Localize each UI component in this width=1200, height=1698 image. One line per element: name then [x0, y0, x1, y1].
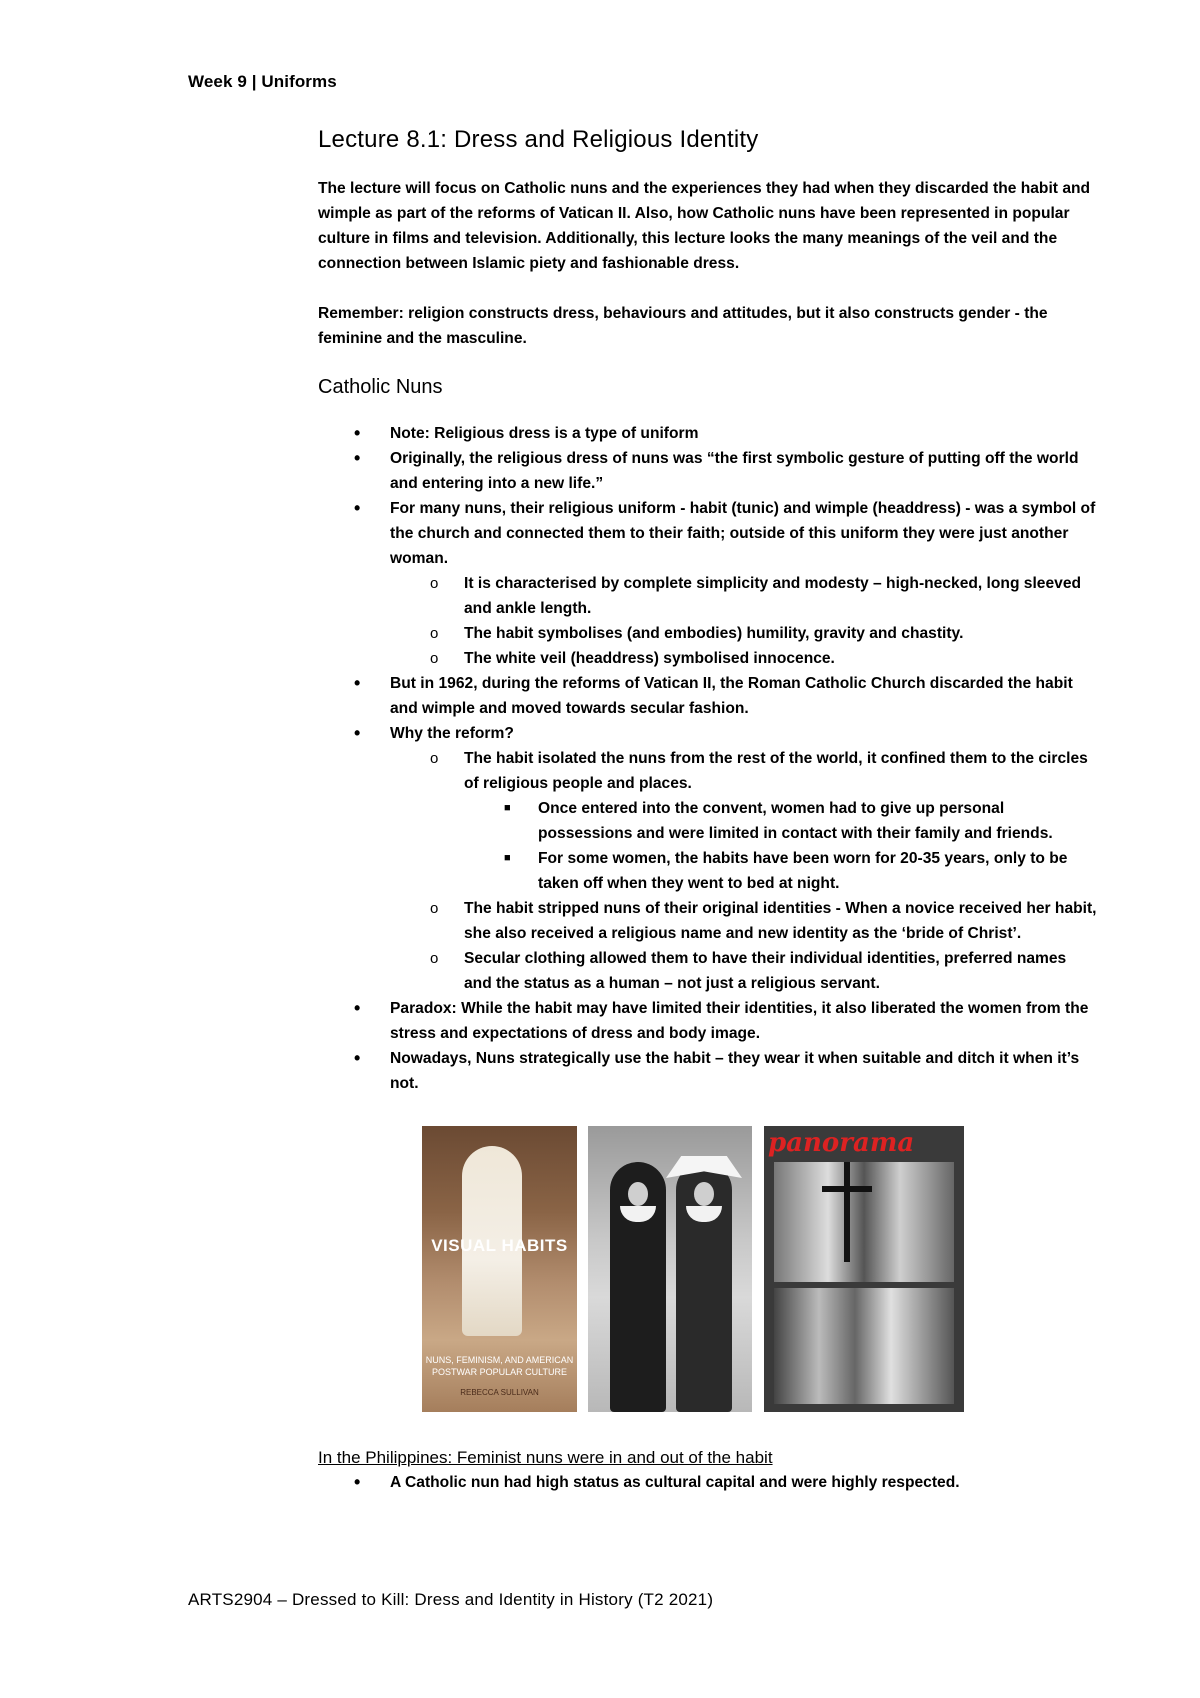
sub-bullet-icon: o — [430, 950, 439, 967]
sub-list-item: o The habit symbolises (and embodies) humility, gravity and chastity. — [318, 621, 1098, 646]
sub-list — [390, 746, 1098, 996]
section-heading-catholic-nuns: Catholic Nuns — [318, 376, 443, 398]
square-bullet-icon: ■ — [504, 852, 511, 864]
nun-figure — [610, 1162, 666, 1412]
list-item: • Note: Religious dress is a type of uniform — [318, 421, 1098, 446]
sub-list — [390, 571, 1098, 671]
intro-paragraph: The lecture will focus on Catholic nuns and the experiences they had when they discarded the habit and wimple as part of the reforms of Vatican II. Also, how Catholic nuns have been represented in popular culture in films and television. Additionally, this lecture looks the many meanings of the veil and the connection between Islamic piety and fashionable dress. — [318, 180, 1091, 272]
sub-sub-list-item: ■ Once entered into the convent, women had to give up personal possessions and were limited in contact with their family and friends. — [318, 796, 1098, 846]
list-item: • Why the reform? o The habit isolated the nuns from the rest of the world, it confined them to the circles of religious people and places. ■ Once entered into the convent, women had to give up personal possessions and were limited in contact with their family and friends. ■ For some women, the habits have been worn for 20-35 years, only to be taken off when they went to bed at night. o The habit stripped nuns of their original identities - When a novice received her habit, she also received a religious name and new identity as the ‘bride of Christ’. o Secular clothing allowed them to have their individual identities, preferred names and the status as a human – not just a religious servant. — [318, 721, 1098, 996]
list-item: • A Catholic nun had high status as cultural capital and were highly respected. — [318, 1470, 1098, 1495]
sub-sub-list-item: ■ For some women, the habits have been worn for 20-35 years, only to be taken off when they went to bed at night. — [318, 846, 1098, 896]
list-item: • Originally, the religious dress of nuns was “the first symbolic gesture of putting off the world and entering into a new life.” — [354, 448, 1079, 492]
list-item: • Nowadays, Nuns strategically use the habit – they wear it when suitable and ditch it when it’s not. — [354, 1048, 1080, 1092]
sub-bullet-icon: o — [430, 575, 439, 592]
sub-bullet-icon: o — [430, 625, 439, 642]
bullet-icon: • — [354, 723, 361, 743]
bullet-icon: • — [354, 423, 361, 443]
section-heading-philippines: In the Philippines: Feminist nuns were in and out of the habit — [318, 1448, 773, 1467]
book-title: VISUAL HABITS — [431, 1236, 568, 1255]
image-row — [318, 1126, 1098, 1416]
lecture-title: Lecture 8.1: Dress and Religious Identity — [318, 126, 759, 153]
sub-bullet-icon: o — [430, 650, 439, 667]
bullet-list — [318, 1470, 1098, 1495]
sub-list-item: o The white veil (headdress) symbolised innocence. — [318, 646, 1098, 671]
sub-list-item: o The habit stripped nuns of their original identities - When a novice received her habit, she also received a religious name and new identity as the ‘bride of Christ’. — [318, 896, 1098, 946]
sub-list-item: o Secular clothing allowed them to have their individual identities, preferred names and the status as a human – not just a religious servant. — [318, 946, 1098, 996]
square-bullet-icon: ■ — [504, 802, 511, 814]
sub-list-item: o It is characterised by complete simplicity and modesty – high-necked, long sleeved and ankle length. — [318, 571, 1098, 621]
sub-list-item: o The habit isolated the nuns from the rest of the world, it confined them to the circles of religious people and places. ■ Once entered into the convent, women had to give up personal possessions and were limited in contact with their family and friends. ■ For some women, the habits have been worn for 20-35 years, only to be taken off when they went to bed at night. — [318, 746, 1098, 896]
remember-paragraph: Remember: religion constructs dress, behaviours and attitudes, but it also constructs gender - the feminine and the masculine. — [318, 305, 1048, 347]
book-cover-image — [422, 1126, 577, 1412]
bullet-icon: • — [354, 1472, 361, 1492]
book-author: REBECCA SULLIVAN — [460, 1388, 539, 1397]
document-body — [318, 126, 1098, 1495]
bullet-icon: • — [354, 448, 361, 468]
protest-photo — [774, 1162, 954, 1282]
magazine-title: panorama — [768, 1128, 915, 1158]
bullet-list — [318, 421, 1098, 1096]
magazine-cover-image — [764, 1126, 964, 1412]
list-item: • For many nuns, their religious uniform - habit (tunic) and wimple (headdress) - was a symbol of the church and connected them to their faith; outside of this uniform they were just another woman. o It is characterised by complete simplicity and modesty – high-necked, long sleeved and ankle length. o The habit symbolises (and embodies) humility, gravity and chastity. o The white veil (headdress) symbolised innocence. — [318, 496, 1098, 671]
bullet-icon: • — [354, 1048, 361, 1068]
list-item: • But in 1962, during the reforms of Vatican II, the Roman Catholic Church discarded the habit and wimple and moved towards secular fashion. — [354, 673, 1073, 717]
page-header: Week 9 | Uniforms — [188, 72, 337, 91]
page-footer: ARTS2904 – Dressed to Kill: Dress and Identity in History (T2 2021) — [188, 1590, 714, 1609]
bullet-icon: • — [354, 998, 361, 1018]
cross-shape — [844, 1162, 850, 1262]
nuns-photo — [588, 1126, 752, 1412]
sub-bullet-icon: o — [430, 750, 439, 767]
bullet-icon: • — [354, 498, 361, 518]
book-subtitle: NUNS, FEMINISM, AND AMERICAN POSTWAR POPULAR CULTURE — [425, 1355, 574, 1377]
bullet-icon: • — [354, 673, 361, 693]
crowd-photo — [774, 1288, 954, 1404]
nun-figure — [676, 1162, 732, 1412]
sub-bullet-icon: o — [430, 900, 439, 917]
list-item: • Paradox: While the habit may have limited their identities, it also liberated the women from the stress and expectations of dress and body image. — [354, 998, 1089, 1042]
sub-sub-list — [464, 796, 1098, 896]
